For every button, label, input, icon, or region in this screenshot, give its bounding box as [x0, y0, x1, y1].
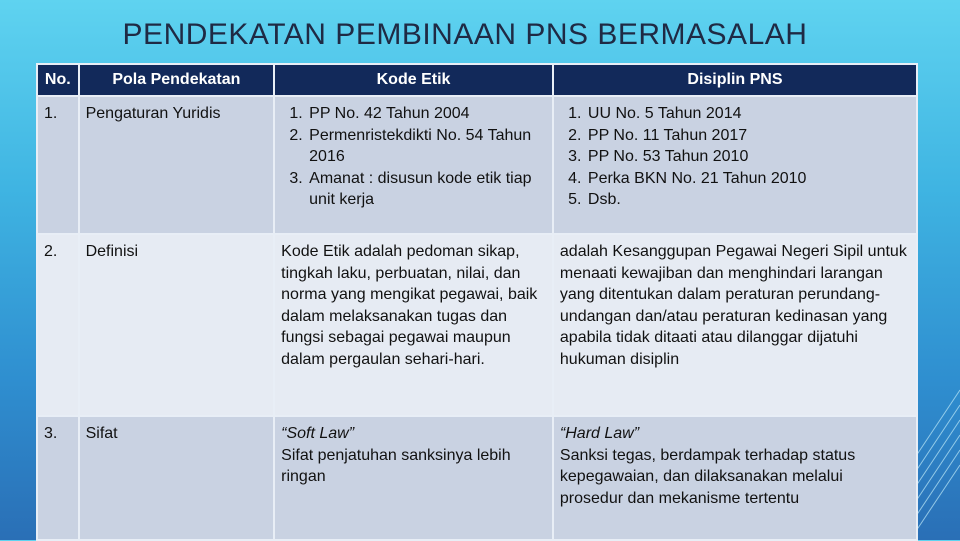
soft-law-label: “Soft Law”: [281, 425, 355, 442]
list-item: 4. Perka BKN No. 21 Tahun 2010: [586, 168, 910, 190]
table-header-row: [37, 64, 917, 96]
list-item: 2. PP No. 11 Tahun 2017: [586, 125, 910, 147]
list-item: 2. Permenristekdikti No. 54 Tahun 2016: [307, 125, 546, 168]
list-item: 5. Dsb.: [586, 189, 910, 211]
table-row: [37, 96, 917, 234]
kode-etik-sifat: [274, 416, 553, 540]
list-item: 1. PP No. 42 Tahun 2004: [307, 103, 546, 125]
row-pola: Definisi: [79, 234, 275, 416]
row-number: 2.: [37, 234, 79, 416]
comparison-table: [36, 63, 918, 541]
header-kode-etik: Kode Etik: [274, 64, 553, 96]
header-pola-pendekatan: Pola Pendekatan: [79, 64, 275, 96]
header-no: No.: [37, 64, 79, 96]
hard-law-label: “Hard Law”: [559, 425, 640, 442]
hard-law-text: Sanksi tegas, berdampak terhadap status kepegawaian, dan dilaksanakan melalui prosedur dan mekanisme tertentu: [559, 446, 856, 507]
row-pola: Pengaturan Yuridis: [79, 96, 275, 234]
disiplin-sifat: [553, 416, 917, 540]
kode-etik-list: [281, 103, 546, 211]
kode-etik-cell: [274, 96, 553, 234]
disiplin-cell: [553, 96, 917, 234]
list-item: 3. Amanat : disusun kode etik tiap unit kerja: [307, 168, 546, 211]
row-number: 1.: [37, 96, 79, 234]
disiplin-definition: adalah Kesanggupan Pegawai Negeri Sipil untuk menaati kewajiban dan menghindari larangan yang ditentukan dalam peraturan perundang-undangan dan/atau peraturan kedinasan yang apabila tidak ditaati atau dilanggar dijatuhi hukuman disiplin: [553, 234, 917, 416]
page-title: PENDEKATAN PEMBINAAN PNS BERMASALAH: [122, 18, 808, 51]
row-pola: Sifat: [79, 416, 275, 540]
disiplin-list: [560, 103, 910, 211]
kode-etik-definition: Kode Etik adalah pedoman sikap, tingkah laku, perbuatan, nilai, dan norma yang mengikat pegawai, baik dalam melaksanakan tugas dan fungsi sebagai pegawai maupun dalam pergaulan sehari-hari.: [274, 234, 553, 416]
row-number: 3.: [37, 416, 79, 540]
list-item: 1. UU No. 5 Tahun 2014: [586, 103, 910, 125]
table-row: [37, 234, 917, 416]
header-disiplin-pns: Disiplin PNS: [553, 64, 917, 96]
table-row: [37, 416, 917, 540]
soft-law-text: Sifat penjatuhan sanksinya lebih ringan: [281, 446, 511, 485]
list-item: 3. PP No. 53 Tahun 2010: [586, 146, 910, 168]
